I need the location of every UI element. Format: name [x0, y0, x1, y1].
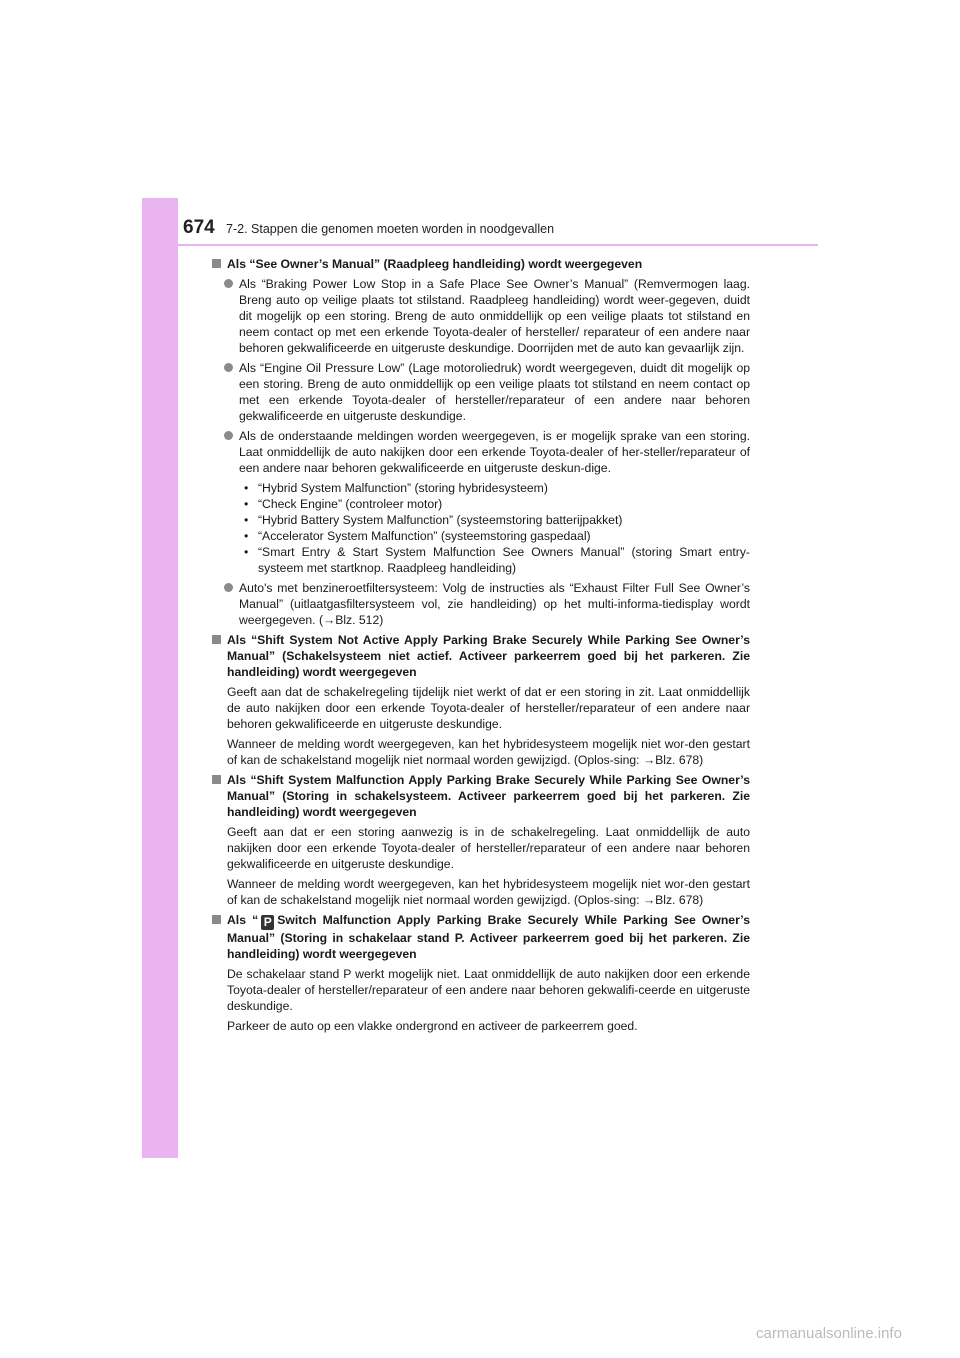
list-item: • “Hybrid System Malfunction” (storing hybridesysteem) — [244, 481, 548, 495]
square-bullet-icon — [212, 259, 221, 268]
square-bullet-icon — [212, 635, 221, 644]
paragraph: Wanneer de melding wordt weergegeven, kan het hybridesysteem mogelijk niet wor-den gestart of kan de schakelstand mogelijk niet normaal worden gewijzigd. (Oplos-sing: →Blz. 678) — [227, 737, 750, 767]
p-position-icon: P — [261, 915, 274, 930]
square-bullet-icon — [212, 775, 221, 784]
section-heading: Als “Shift System Not Active Apply Parking Brake Securely While Parking See Owner’s Manual” (Schakelsysteem niet actief. Activeer parkeerrem goed bij het parkeren. Zie handleiding) wordt weergegeven — [212, 632, 750, 680]
paragraph: Geeft aan dat er een storing aanwezig is in de schakelregeling. Laat onmiddellijk de auto nakijken door een erkende Toyota-dealer of hersteller/reparateur of een andere naar behoren gekwalificeerde en uitgeruste deskundige. — [227, 825, 750, 871]
paragraph: Wanneer de melding wordt weergegeven, kan het hybridesysteem mogelijk niet wor-den gestart of kan de schakelstand mogelijk niet normaal worden gewijzigd. (Oplos-sing: →Blz. 678) — [227, 877, 750, 907]
paragraph: Parkeer de auto op een vlakke ondergrond en activeer de parkeerrem goed. — [227, 1019, 638, 1033]
bullet-item: Auto's met benzineroetfiltersysteem: Volg de instructies als “Exhaust Filter Full See Owner’s Manual” (uitlaatgasfiltersysteem vol, zie handleiding) op het multi-informa-tiedisplay wordt weergegeven. (→Blz. 512) — [212, 580, 750, 628]
page-number: 674 — [183, 217, 215, 238]
message-list — [212, 480, 750, 576]
circle-bullet-icon — [224, 363, 233, 372]
paragraph: Geeft aan dat de schakelregeling tijdelijk niet werkt of dat er een storing in zit. Laat onmiddellijk de auto nakijken door een erkende Toyota-dealer of hersteller/reparateur of een andere naar behoren gekwalificeerde en uitgeruste deskundige. — [227, 685, 750, 731]
circle-bullet-icon — [224, 431, 233, 440]
section-heading: Als “Shift System Malfunction Apply Parking Brake Securely While Parking See Owner’s Manual” (Storing in schakelsysteem. Activeer parkeerrem goed bij het parkeren. Zie handleiding) wordt weergegeven — [212, 772, 750, 820]
bullet-item: Als de onderstaande meldingen worden weergegeven, is er mogelijk sprake van een storing. Laat onmiddellijk de auto nakijken door een erkende Toyota-dealer of her-steller/reparateur of een andere naar behoren gekwalificeerde en uitgeruste deskun-dige. — [212, 428, 750, 476]
page-content — [212, 256, 750, 1038]
list-item: • “Check Engine” (controleer motor) — [244, 497, 443, 511]
section-heading: Als “ P Switch Malfunction Apply Parking Brake Securely While Parking See Owner’s Manual” (Storing in schakelaar stand P. Activeer parkeerrem goed bij het parkeren. Zie handleiding) wordt weergegeven — [212, 912, 750, 962]
bullet-item: Als “Engine Oil Pressure Low” (Lage motoroliedruk) wordt weergegeven, duidt dit mogelijk op een storing. Breng de auto onmiddellijk op een veilige plaats tot stilstand en neem contact op met een erkende Toyota-dealer of hersteller/reparateur of een andere naar behoren gekwalificeerde en uitgeruste deskundige. — [212, 360, 750, 424]
square-bullet-icon — [212, 915, 221, 924]
circle-bullet-icon — [224, 583, 233, 592]
list-item: • “Smart Entry & Start System Malfunction See Owners Manual” (storing Smart entry-systeem met startknop. Raadpleeg handleiding) — [244, 545, 750, 575]
list-item: • “Accelerator System Malfunction” (systeemstoring gaspedaal) — [244, 529, 591, 543]
circle-bullet-icon — [224, 279, 233, 288]
chapter-sidebar — [142, 198, 178, 1158]
section-heading: Als “See Owner’s Manual” (Raadpleeg handleiding) wordt weergegeven — [212, 256, 750, 272]
running-head: 7-2. Stappen die genomen moeten worden in noodgevallen — [226, 222, 555, 236]
header-rule — [142, 244, 818, 246]
list-item: • “Hybrid Battery System Malfunction” (systeemstoring batterijpakket) — [244, 513, 623, 527]
watermark: carmanualsonline.info — [756, 1325, 902, 1342]
bullet-item: Als “Braking Power Low Stop in a Safe Place See Owner’s Manual” (Remvermogen laag. Breng auto op veilige plaats tot stilstand. Raadpleeg handleiding) wordt weer-gegeven, duidt dit mogelijk op een storing. Breng de auto onmiddellijk op een veilige plaats tot stilstand en neem contact op met een erkende Toyota-dealer of hersteller/ reparateur of een andere naar behoren gekwalificeerde en uitgeruste deskundige. Doorrijden met de auto kan gevaarlijk zijn. — [212, 276, 750, 356]
paragraph: De schakelaar stand P werkt mogelijk niet. Laat onmiddellijk de auto nakijken door een erkende Toyota-dealer of hersteller/reparateur of een andere naar behoren gekwalifi-ceerde en uitgeruste deskundige. — [227, 967, 750, 1013]
